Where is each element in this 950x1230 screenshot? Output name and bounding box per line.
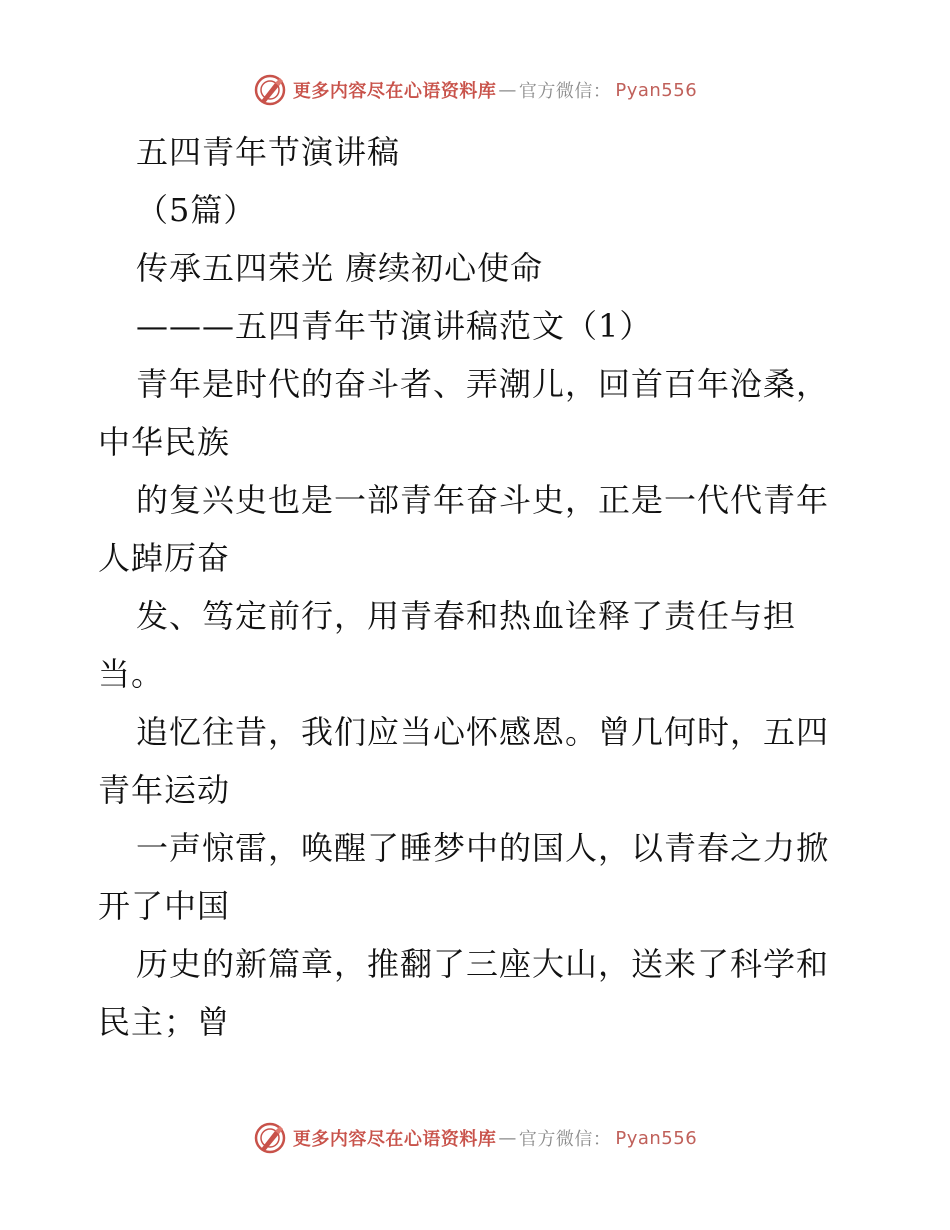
paragraph-line: 民主；曾 — [98, 1003, 231, 1041]
paragraph-line: 追忆往昔，我们应当心怀感恩。曾几何时，五四 — [136, 713, 830, 751]
document-body — [98, 123, 858, 1051]
paragraph-line: 开了中国 — [98, 887, 231, 925]
banner-separator: — — [498, 1127, 517, 1149]
banner-wechat-label: 官方微信： — [518, 1129, 612, 1150]
banner-wechat-id: Pyan556 — [615, 1127, 698, 1149]
banner-wechat-label: 官方微信： — [518, 81, 612, 102]
footer-banner — [0, 1118, 950, 1158]
pen-nib-logo-icon — [253, 1121, 287, 1155]
paragraph-line: 当。 — [98, 655, 165, 693]
paragraph-line: 青年运动 — [98, 771, 231, 809]
pen-nib-logo-icon — [253, 73, 287, 107]
paragraph-line: 一声惊雷，唤醒了睡梦中的国人，以青春之力掀 — [136, 829, 830, 867]
doc-subheading: ———五四青年节演讲稿范文（1） — [136, 307, 653, 345]
banner-separator: — — [498, 79, 517, 101]
doc-heading: 传承五四荣光 赓续初心使命 — [136, 249, 544, 287]
banner-site-text: 更多内容尽在心语资料库 — [292, 1129, 497, 1150]
doc-subtitle-count: （5篇） — [136, 191, 257, 229]
doc-title: 五四青年节演讲稿 — [136, 133, 401, 171]
paragraph-line: 中华民族 — [98, 423, 231, 461]
paragraph-line: 历史的新篇章，推翻了三座大山，送来了科学和 — [136, 945, 830, 983]
paragraph-line: 青年是时代的奋斗者、弄潮儿，回首百年沧桑， — [136, 365, 830, 403]
paragraph-line: 人踔厉奋 — [98, 539, 231, 577]
paragraph-line: 的复兴史也是一部青年奋斗史，正是一代代青年 — [136, 481, 830, 519]
header-banner — [0, 70, 950, 110]
paragraph-line: 发、笃定前行，用青春和热血诠释了责任与担 — [136, 597, 797, 635]
banner-wechat-id: Pyan556 — [615, 79, 698, 101]
banner-site-text: 更多内容尽在心语资料库 — [292, 81, 497, 102]
